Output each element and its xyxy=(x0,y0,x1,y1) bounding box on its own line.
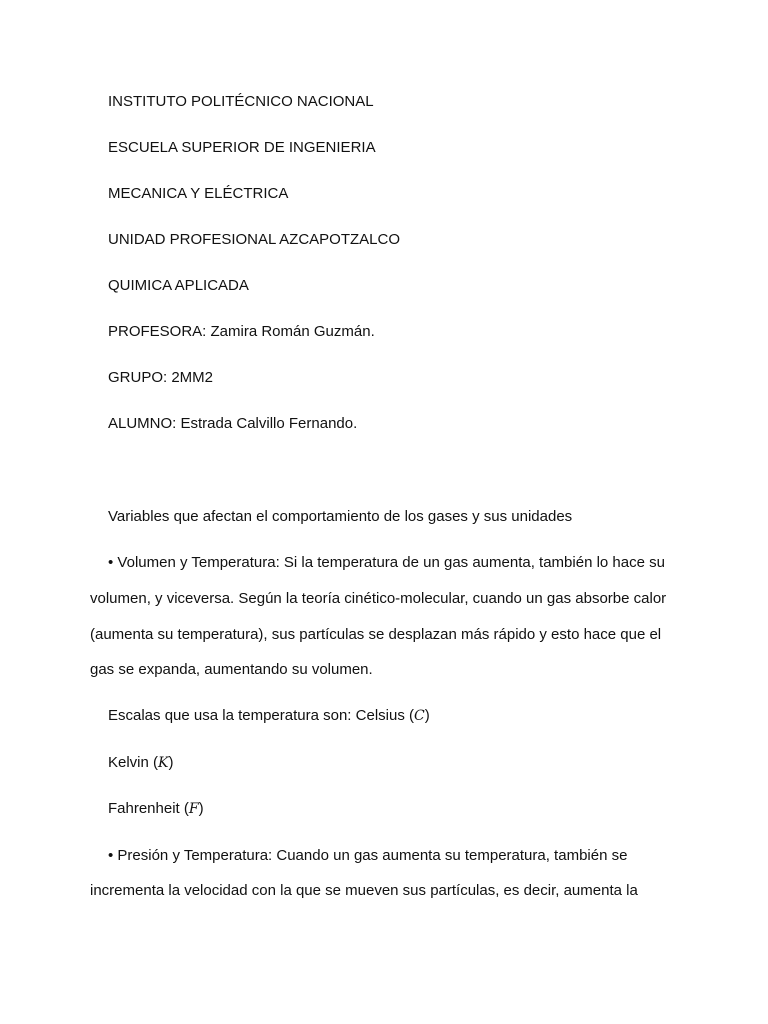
paragraph-line: • Presión y Temperatura: Cuando un gas aumenta su temperatura, también se xyxy=(108,847,628,864)
celsius-symbol: (C) xyxy=(409,707,430,724)
scales-intro-text: Escalas que usa la temperatura son: Celsius xyxy=(108,707,405,724)
field-name: MECANICA Y ELÉCTRICA xyxy=(108,185,289,202)
school-name: ESCUELA SUPERIOR DE INGENIERIA xyxy=(108,139,376,156)
paragraph-line: (aumenta su temperatura), sus partículas se desplazan más rápido y esto hace que el xyxy=(90,626,662,643)
student-name: ALUMNO: Estrada Calvillo Fernando. xyxy=(108,415,358,432)
paragraph-line: • Volumen y Temperatura: Si la temperatura de un gas aumenta, también lo hace su xyxy=(108,554,665,571)
institute-name: INSTITUTO POLITÉCNICO NACIONAL xyxy=(108,93,374,110)
subject-name: QUIMICA APLICADA xyxy=(108,277,249,294)
scales-intro xyxy=(108,707,430,725)
unit-name: UNIDAD PROFESIONAL AZCAPOTZALCO xyxy=(108,231,400,248)
group-name: GRUPO: 2MM2 xyxy=(108,369,214,386)
scale-kelvin: Kelvin (K) xyxy=(108,754,174,771)
section-heading: Variables que afectan el comportamiento de los gases y sus unidades xyxy=(108,508,573,525)
paragraph-line: volumen, y viceversa. Según la teoría cinético-molecular, cuando un gas absorbe calor xyxy=(90,590,667,607)
paragraph-line: gas se expanda, aumentando su volumen. xyxy=(90,661,373,678)
scale-fahrenheit: Fahrenheit (F) xyxy=(108,800,204,817)
teacher-name: PROFESORA: Zamira Román Guzmán. xyxy=(108,323,375,340)
paragraph-line: incrementa la velocidad con la que se mueven sus partículas, es decir, aumenta la xyxy=(90,882,638,899)
